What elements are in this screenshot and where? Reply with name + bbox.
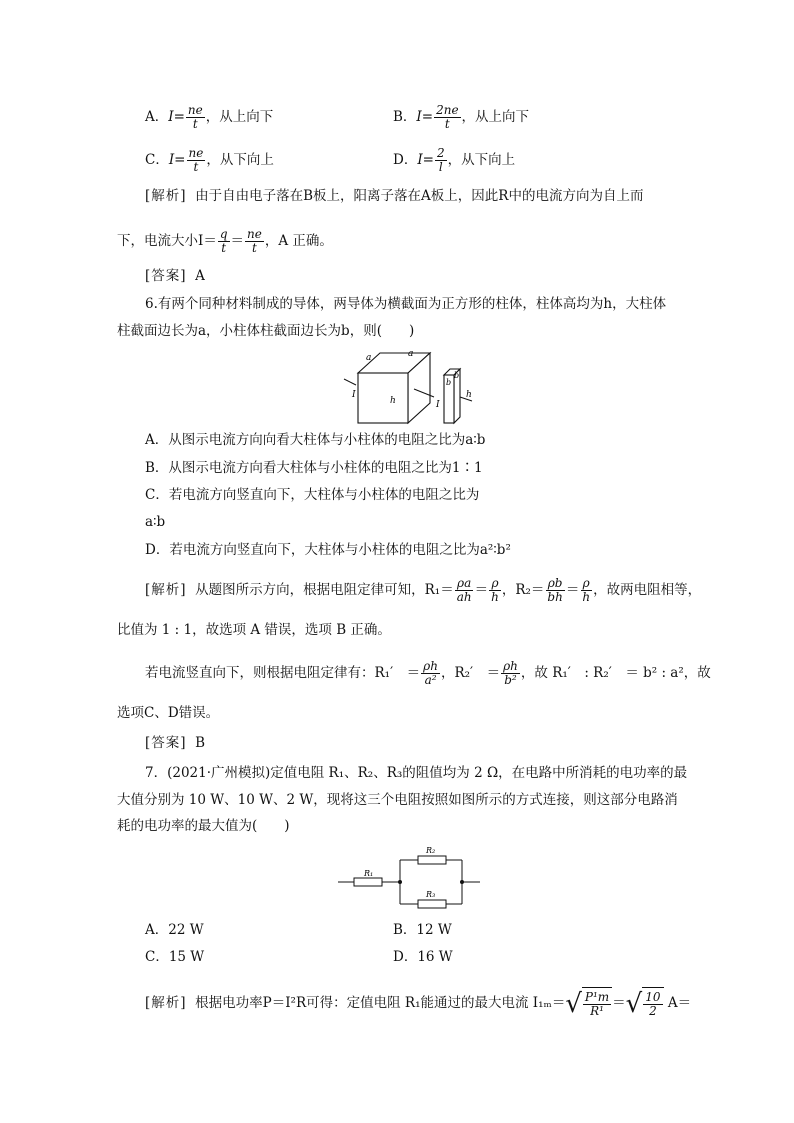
sqrt-expression: √ $\frac{\text{P¹m}}{\text{R¹}}$: [565, 987, 612, 1021]
q6-analysis-line1: [解析] 从题图所示方向，根据电阻定律可知，R₁＝ $\frac{\rho a}{ah}$ ＝ $\frac{\rho}{h}$ ，R₂＝ $\frac{\rho b}{bh}$ ＝ $\frac{\rho}{h}$ ，故两电阻相等，: [145, 576, 702, 604]
fraction: $\frac{\rho}{h}$: [491, 576, 499, 604]
q5-option-c: C．I= $\frac{ne}{t}$ ，从下向上: [145, 146, 274, 174]
label-b2: b: [454, 371, 460, 380]
q6-answer: [答案] B: [145, 735, 206, 751]
q7-option-d: D．16 W: [393, 949, 453, 965]
q6-stem-line2: 柱截面边长为a，小柱体柱截面边长为b，则( ): [117, 323, 415, 339]
answer-tag: [答案]: [145, 268, 187, 284]
analysis-tag: [解析]: [145, 188, 187, 204]
q7-option-c: C．15 W: [145, 949, 205, 965]
q5-option-a: A．I= $\frac{ne}{t}$ ，从上向下: [145, 103, 274, 131]
q7-option-b: B．12 W: [393, 922, 452, 938]
q6-conductor-figure: [340, 345, 480, 427]
fraction: $\frac{\rho a}{ah}$: [456, 576, 472, 604]
fraction: $\frac{2ne}{t}$: [436, 103, 459, 131]
q7-option-a: A．22 W: [145, 922, 204, 938]
fraction: $\frac{ne}{t}$: [247, 227, 262, 255]
analysis-tag: [解析]: [145, 995, 187, 1011]
fraction: $\frac{\rho}{h}$: [582, 576, 591, 604]
q5-answer: [答案] A: [145, 268, 205, 284]
q6-analysis-line4: 选项C、D错误。: [117, 705, 220, 721]
resistor-r2: [418, 856, 446, 864]
q6-analysis-line3: 若电流竖直向下，则根据电阻定律有：R₁′ ＝ $\frac{\rho h}{\text{a²}}$ ，R₂′ ＝ $\frac{\rho h}{\text{b²}}$ ，故 R₁′ : R₂′ ＝ b² : a²，故: [145, 659, 711, 687]
q6-stem-line1: 6.有两个同种材料制成的导体，两导体为横截面为正方形的柱体，柱体高均为h，大柱体: [145, 296, 667, 312]
q7-stem-line3: 耗的电功率的最大值为( ): [117, 818, 290, 834]
fraction: $\frac{ne}{t}$: [187, 103, 203, 131]
analysis-tag: [解析]: [145, 582, 187, 598]
large-cube-front: [358, 373, 408, 423]
resistor-r1: [354, 878, 382, 886]
label-h2: h: [466, 390, 472, 400]
q6-option-b: B．从图示电流方向看大柱体与小柱体的电阻之比为1∶1: [145, 460, 483, 476]
current-arrow-1: [344, 379, 356, 385]
q6-option-c-line1: C．若电流方向竖直向下，大柱体与小柱体的电阻之比为: [145, 487, 480, 503]
fraction: $\frac{\rho b}{bh}$: [547, 576, 563, 604]
q6-option-d: D．若电流方向竖直向下，大柱体与小柱体的电阻之比为a²∶b²: [145, 542, 511, 558]
fraction: $\frac{\rho h}{\text{a²}}$: [423, 659, 438, 687]
sqrt-expression: √ $\frac{10}{2}$: [626, 987, 664, 1021]
q5-analysis-line2: 下，电流大小I＝ $\frac{q}{t}$ ＝ $\frac{ne}{t}$ ，A 正确。: [117, 227, 333, 255]
resistor-r3: [418, 900, 446, 908]
label-r3: R₃: [426, 890, 436, 899]
answer-tag: [答案]: [145, 735, 187, 751]
fraction: $\frac{q}{t}$: [219, 227, 228, 255]
fraction: $\frac{\rho h}{\text{b²}}$: [503, 659, 518, 687]
fraction: $\frac{ne}{t}$: [188, 146, 204, 174]
q5-analysis-line1: [解析] 由于自由电子落在B板上，阳离子落在A板上，因此R中的电流方向为自上而: [145, 188, 644, 204]
q5-option-d: D．I= $\frac{2}{l}$ ，从下向上: [393, 146, 516, 174]
junction-left: [398, 880, 402, 884]
label-I1: I: [352, 390, 356, 400]
q7-circuit-figure: [338, 840, 484, 910]
q5-option-b: B．I= $\frac{2ne}{t}$ ，从上向下: [393, 103, 530, 131]
q6-option-a: A．从图示电流方向向看大柱体与小柱体的电阻之比为a∶b: [145, 432, 486, 448]
label-I2: I: [436, 400, 440, 410]
junction-right: [460, 880, 464, 884]
q7-stem-line1: 7．(2021·广州模拟)定值电阻 R₁、R₂、R₃的阻值均为 2 Ω，在电路中所消耗的电功率的最: [145, 765, 688, 781]
label-a2: a: [408, 349, 414, 359]
q6-analysis-line2: 比值为 1 : 1，故选项 A 错误，选项 B 正确。: [117, 622, 391, 638]
label-a1: a: [366, 353, 372, 363]
label-h1: h: [390, 396, 396, 406]
q7-analysis-line1: [解析] 根据电功率P＝I²R可得：定值电阻 R₁能通过的最大电流 I₁ₘ＝ √ $\frac{\text{P¹m}}{\text{R¹}}$ ＝ √ $\frac{10}{2}$ A＝: [145, 988, 692, 1019]
label-b1: b: [446, 378, 452, 387]
q7-stem-line2: 大值分别为 10 W、10 W、2 W，现将这三个电阻按照如图所示的方式连接，则这部分电路消: [117, 792, 678, 808]
label-r1: R₁: [364, 869, 374, 878]
fraction: $\frac{2}{l}$: [436, 146, 445, 174]
q6-option-c-line2: a∶b: [145, 514, 166, 530]
label-r2: R₂: [426, 846, 436, 855]
